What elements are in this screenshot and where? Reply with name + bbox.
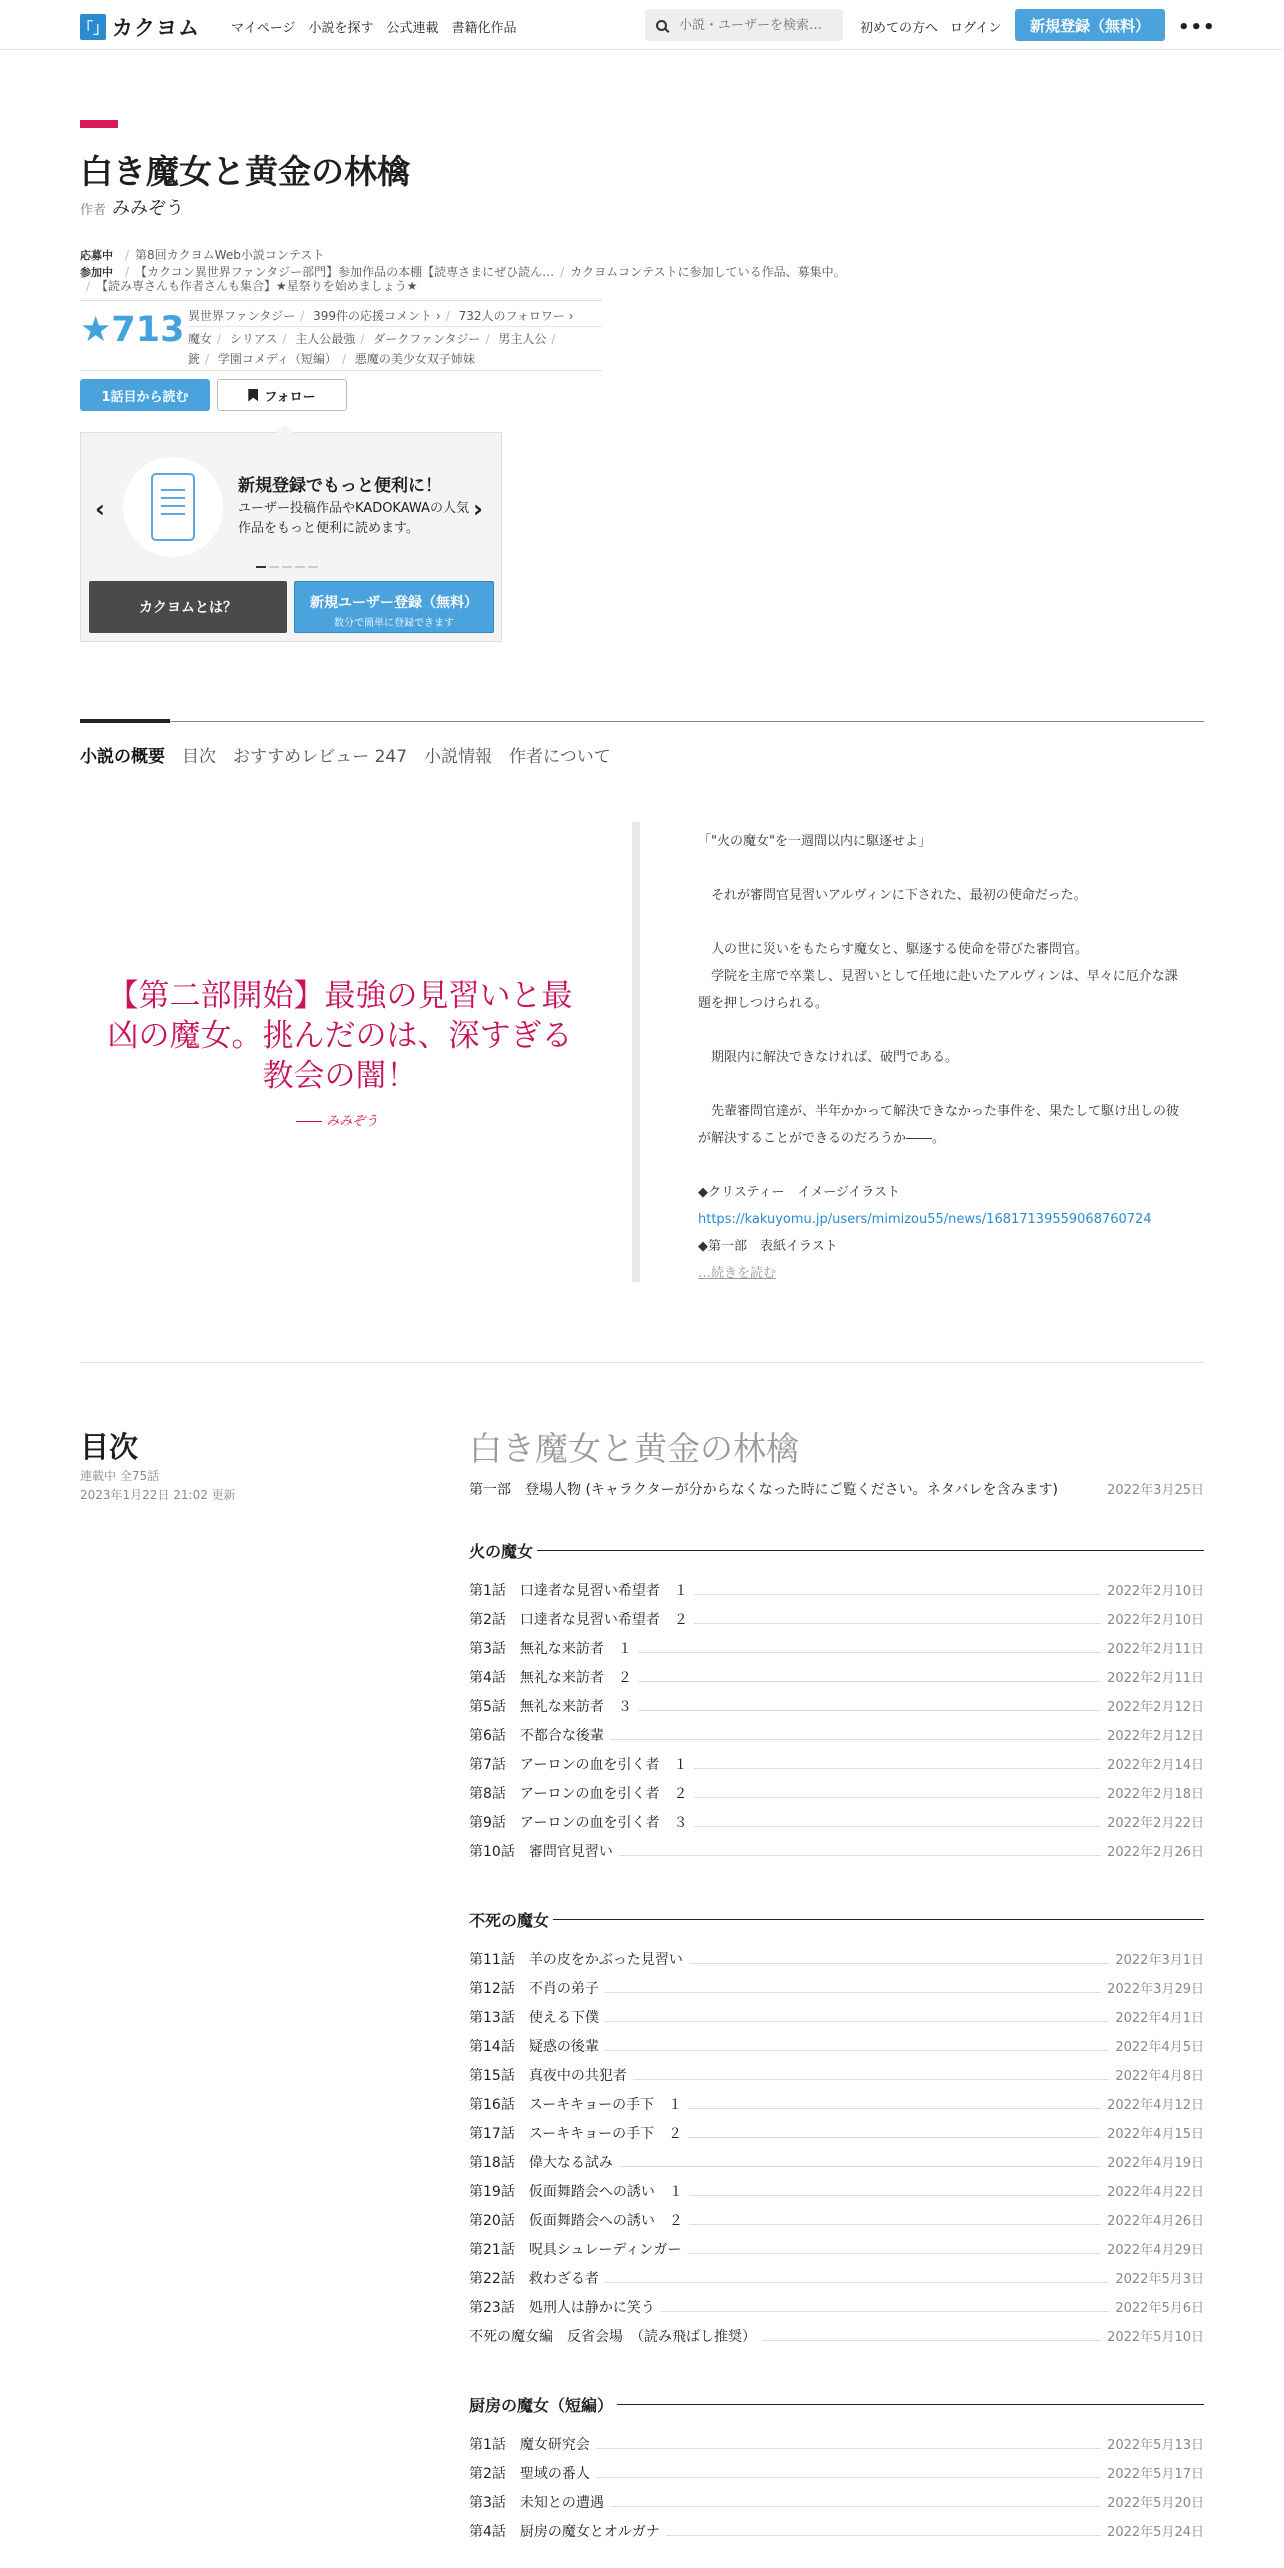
episode-title: 第20話 仮面舞踏会への誘い ２ [469, 2210, 689, 2230]
intro-line [698, 1017, 1182, 1044]
episode-date: 2022年2月10日 [1107, 1584, 1204, 1599]
logo-text: カクヨム [112, 16, 200, 40]
site-header [0, 0, 1284, 50]
episode-title: 第3話 無礼な来訪者 １ [469, 1638, 638, 1658]
toc-updated: 2023年1月22日 21:02 更新 [80, 1488, 236, 1502]
chapter-rule [537, 1550, 1204, 1551]
episode-date: 2022年2月11日 [1107, 1642, 1204, 1657]
intro-line [698, 909, 1182, 936]
episode-date: 2022年4月29日 [1107, 2243, 1204, 2258]
section-divider [80, 1362, 1204, 1363]
intro-line: 期限内に解決できなければ、破門である。 [698, 1050, 959, 1065]
episode-title: 第8話 アーロンの血を引く者 ２ [469, 1783, 694, 1803]
episode-date: 2022年4月5日 [1115, 2040, 1204, 2055]
episode-title: 第16話 スーキキョーの手下 １ [469, 2094, 688, 2114]
episode-title: 第一部 登場人物 (キャラクターが分からなくなった時にご覧ください。ネタバレを含みます) [469, 1482, 1058, 1498]
episode-date: 2022年3月29日 [1107, 1982, 1204, 1997]
catchphrase: 【第二部開始】最強の見習いと最凶の魔女。挑んだのは、深すぎる教会の闇！ [107, 978, 573, 1094]
star-count[interactable]: ★713 [80, 310, 185, 350]
site-logo[interactable] [80, 12, 200, 42]
chapter-heading [469, 1907, 1204, 1931]
dotted-leader [694, 1788, 1102, 1798]
intro-after-text: ◆第一部 表紙イラスト [698, 1239, 838, 1254]
promo-title: 新規登録でもっと便利に！ [238, 476, 442, 496]
episode-item[interactable] [469, 1667, 1204, 1696]
episode-title: 第5話 無礼な来訪者 ３ [469, 1696, 638, 1716]
tag[interactable]: ダークファンタジー [373, 332, 481, 346]
smartphone-icon [151, 473, 195, 541]
episode-title: 第7話 アーロンの血を引く者 １ [469, 1754, 694, 1774]
tag[interactable]: 銃 [188, 352, 201, 366]
beginners-link[interactable]: 初めての方へ [860, 21, 939, 36]
episode-date: 2022年4月1日 [1115, 2011, 1204, 2026]
intro-divider [632, 822, 640, 1282]
dotted-leader [689, 1954, 1110, 1964]
episode-date: 2022年5月10日 [1107, 2330, 1204, 2345]
intro-line [698, 1071, 1182, 1098]
tabs-divider [80, 721, 1204, 722]
dotted-leader [638, 1701, 1101, 1711]
carousel-dot[interactable] [269, 566, 279, 568]
dotted-leader [610, 2497, 1101, 2507]
nav-books[interactable]: 書籍化作品 [451, 21, 517, 36]
tag[interactable]: 男主人公 [498, 332, 547, 346]
episode-item[interactable] [469, 2463, 1204, 2492]
tag[interactable]: シリアス [229, 332, 278, 346]
main-nav [231, 17, 530, 36]
dotted-leader [687, 2244, 1101, 2254]
episode-date: 2022年2月12日 [1107, 1700, 1204, 1715]
tab-author[interactable]: 作者について [509, 747, 611, 767]
author-link[interactable]: みみぞう [112, 198, 185, 219]
dotted-leader [694, 1817, 1102, 1827]
episode-item[interactable] [469, 2065, 1204, 2094]
episode-item[interactable] [469, 1812, 1204, 1841]
followers-link[interactable]: 732人のフォロワー [458, 309, 565, 323]
episode-title: 不死の魔女編 反省会場 （読み飛ばし推奨） [469, 2326, 762, 2346]
toc-heading: 目次 [80, 1430, 139, 1464]
episode-date: 2022年2月18日 [1107, 1787, 1204, 1802]
episode-item[interactable] [469, 2434, 1204, 2463]
tags-row-1: 魔女 / シリアス / 主人公最強 / ダークファンタジー / 男主人公 / [188, 332, 556, 346]
logo-mark-icon: 「」 [80, 14, 106, 40]
carousel-dot[interactable] [256, 566, 266, 568]
episode-date: 2022年3月25日 [1107, 1483, 1204, 1498]
dotted-leader [605, 1983, 1101, 1993]
work-stats [80, 300, 602, 371]
dotted-leader [638, 1672, 1101, 1682]
episode-item[interactable] [469, 2007, 1204, 2036]
more-menu-icon[interactable]: ••• [1178, 17, 1216, 38]
episode-date: 2022年4月8日 [1115, 2069, 1204, 2084]
episode-date: 2022年5月13日 [1107, 2438, 1204, 2453]
episode-item[interactable] [469, 1841, 1204, 1870]
stats-divider [188, 326, 602, 327]
episode-date: 2022年4月22日 [1107, 2185, 1204, 2200]
nav-official[interactable]: 公式連載 [386, 21, 439, 36]
intro-text [698, 828, 1182, 1206]
episode-title: 第4話 無礼な来訪者 ２ [469, 1667, 638, 1687]
applying-contest-link[interactable]: 第8回カクヨムWeb小説コンテスト [135, 248, 325, 262]
episode-date: 2022年4月15日 [1107, 2127, 1204, 2142]
intro-line [698, 855, 1182, 882]
contest-applying-row: 応募中 / 第8回カクヨムWeb小説コンテスト [80, 247, 325, 262]
episode-title: 第3話 未知との遭遇 [469, 2492, 610, 2512]
dotted-leader [596, 2468, 1101, 2478]
dotted-leader [688, 2128, 1101, 2138]
intro-line [698, 1152, 1182, 1179]
dotted-leader [638, 1643, 1101, 1653]
tag[interactable]: 魔女 [188, 332, 213, 346]
chapter-title: 厨房の魔女（短編） [469, 2395, 614, 2415]
toc-status: 連載中 全75話 [80, 1469, 160, 1483]
episode-title: 第14話 疑惑の後輩 [469, 2036, 605, 2056]
episode-title: 第17話 スーキキョーの手下 ２ [469, 2123, 688, 2143]
joining-row: 参加中 / 【カクコン異世界ファンタジー部門】参加作品の本棚【読専さまにぜひ読ん… / カクヨムコンテストに参加している作品、募集中。 [80, 264, 846, 279]
dotted-leader [694, 1585, 1101, 1595]
author-prefix: 作者 [80, 203, 107, 218]
episode-title: 第6話 不都合な後輩 [469, 1725, 610, 1745]
episode-item[interactable] [469, 2297, 1204, 2326]
episode-item[interactable] [469, 1696, 1204, 1725]
dotted-leader [689, 2215, 1101, 2225]
tab-overview[interactable]: 小説の概要 [80, 747, 165, 767]
nav-search-novels[interactable]: 小説を探す [308, 21, 374, 36]
episode-item[interactable] [469, 1638, 1204, 1667]
episode-list [469, 1480, 1204, 2550]
carousel-next-icon[interactable]: › [473, 495, 483, 523]
dotted-leader [619, 1846, 1101, 1856]
episode-date: 2022年5月3日 [1115, 2272, 1204, 2287]
episode-title: 第1話 魔女研究会 [469, 2434, 596, 2454]
work-tabs [80, 742, 628, 767]
dotted-leader [688, 2099, 1101, 2109]
applying-label: 応募中 [80, 248, 113, 262]
intro-line: 学院を主席で卒業し、見習いとして任地に赴いたアルヴィンは、早々に厄介な課題を押しつけられる。 [698, 969, 1178, 1011]
episode-title: 第23話 処刑人は静かに笑う [469, 2297, 661, 2317]
episode-date: 2022年5月24日 [1107, 2525, 1204, 2540]
episode-title: 第2話 聖域の番人 [469, 2463, 596, 2483]
chapter-rule [553, 1919, 1204, 1920]
episode-item[interactable] [469, 2521, 1204, 2550]
episode-date: 2022年2月14日 [1107, 1758, 1204, 1773]
dotted-leader [694, 1614, 1101, 1624]
episode-date: 2022年4月19日 [1107, 2156, 1204, 2171]
episode-item[interactable] [469, 2210, 1204, 2239]
episode-date: 2022年2月10日 [1107, 1613, 1204, 1628]
episode-title: 第12話 不肖の弟子 [469, 1978, 605, 1998]
carousel-prev-icon[interactable]: ‹ [95, 495, 105, 523]
search-box [645, 9, 843, 41]
episode-item[interactable] [469, 2094, 1204, 2123]
episode-title: 第4話 厨房の魔女とオルガナ [469, 2521, 666, 2541]
comments-link[interactable]: 399件の応援コメント [313, 309, 433, 323]
episode-date: 2022年3月1日 [1115, 1953, 1204, 1968]
tab-info[interactable]: 小説情報 [424, 747, 493, 767]
tab-toc[interactable]: 目次 [182, 747, 216, 767]
episode-item[interactable] [469, 1480, 1204, 1501]
episode-title: 第21話 呪具シュレーディンガー [469, 2239, 687, 2259]
episode-date: 2022年5月6日 [1115, 2301, 1204, 2316]
promo-text: ユーザー投稿作品やKADOKAWAの人気作品をもっと便利に読めます。 [238, 501, 469, 536]
title-accent-bar [80, 120, 118, 128]
joining-link-3[interactable]: 【読み専さんも作者さんも集合】★星祭りを始めましょう★ [96, 279, 418, 293]
episode-item[interactable] [469, 1725, 1204, 1754]
episode-item[interactable] [469, 2268, 1204, 2297]
joining-row-2: / 【読み専さんも作者さんも集合】★星祭りを始めましょう★ [86, 278, 418, 293]
dotted-leader [610, 1730, 1101, 1740]
follow-button[interactable] [217, 379, 347, 411]
bookmark-plus-icon [248, 389, 258, 402]
chapter-heading [469, 1538, 1204, 1562]
dotted-leader [689, 2186, 1101, 2196]
episode-item[interactable] [469, 2326, 1204, 2355]
episode-title: 第10話 審問官見習い [469, 1841, 619, 1861]
joining-link-2[interactable]: カクヨムコンテストに参加している作品、募集中。 [570, 265, 846, 279]
dotted-leader [605, 2012, 1110, 2022]
episode-date: 2022年5月20日 [1107, 2496, 1204, 2511]
tab-reviews[interactable]: おすすめレビュー 247 [233, 747, 408, 767]
toc-work-title: 白き魔女と黄金の林檎 [469, 1429, 799, 1468]
carousel-dot[interactable] [295, 566, 305, 568]
login-link[interactable]: ログイン [950, 21, 1002, 36]
carousel-dot[interactable] [308, 566, 318, 568]
tags-row-2: 銃 / 学園コメディ（短編） / 悪魔の美少女双子姉妹 [188, 352, 475, 366]
catchphrase-author: ―― みみぞう [296, 1114, 379, 1129]
dotted-leader [666, 2526, 1101, 2536]
joining-link-1[interactable]: 【カクコン異世界ファンタジー部門】参加作品の本棚【読専さまにぜひ読ん… [135, 265, 555, 279]
signup-promo-carousel [80, 432, 502, 642]
episode-title: 第2話 口達者な見習い希望者 ２ [469, 1609, 694, 1629]
episode-item[interactable] [469, 1580, 1204, 1609]
episode-item[interactable] [469, 1949, 1204, 1978]
new-user-signup-button[interactable] [294, 581, 494, 633]
episode-item[interactable] [469, 2152, 1204, 2181]
carousel-dot[interactable] [282, 566, 292, 568]
tag[interactable]: 主人公最強 [295, 332, 356, 346]
dotted-leader [633, 2070, 1110, 2080]
chapter-title: 不死の魔女 [469, 1910, 550, 1930]
signup-button[interactable]: 新規登録（無料） [1015, 9, 1165, 41]
work-title[interactable]: 白き魔女と黄金の林檎 [80, 152, 410, 191]
episode-title: 第1話 口達者な見習い希望者 １ [469, 1580, 694, 1600]
nav-mypage[interactable]: マイページ [231, 21, 296, 36]
read-more-link[interactable]: …続きを読む [698, 1266, 777, 1281]
intro-line: 先輩審問官達が、半年かかって解決できなかった事件を、果たして駆け出しの彼が解決することができるのだろうか――。 [698, 1104, 1180, 1146]
episode-title: 第11話 羊の皮をかぶった見習い [469, 1949, 689, 1969]
tag[interactable]: 学園コメディ（短編） [217, 352, 337, 366]
episode-title: 第9話 アーロンの血を引く者 ３ [469, 1812, 694, 1832]
follow-label: フォロー [264, 389, 316, 405]
search-icon[interactable] [656, 20, 667, 31]
carousel-indicator [256, 566, 321, 568]
dotted-leader [661, 2302, 1110, 2312]
author-line [80, 194, 184, 220]
intro-illustration-link[interactable]: https://kakuyomu.jp/users/mimizou55/news/16817139559068760724 [698, 1212, 1152, 1227]
active-tab-indicator [80, 719, 170, 723]
episode-item[interactable] [469, 1978, 1204, 2007]
read-first-button[interactable]: 1話目から読む [80, 379, 210, 411]
intro-line: 人の世に災いをもたらす魔女と、駆逐する使命を帯びた審問官。 [698, 942, 1089, 957]
introduction [698, 828, 1182, 1287]
episode-item[interactable] [469, 2123, 1204, 2152]
about-kakuyomu-button[interactable]: カクヨムとは？ [89, 581, 287, 633]
episode-date: 2022年2月11日 [1107, 1671, 1204, 1686]
joining-label: 参加中 [80, 265, 113, 279]
episode-date: 2022年2月12日 [1107, 1729, 1204, 1744]
dotted-leader [619, 2157, 1101, 2167]
episode-date: 2022年4月26日 [1107, 2214, 1204, 2229]
episode-item[interactable] [469, 2239, 1204, 2268]
episode-item[interactable] [469, 1609, 1204, 1638]
episode-date: 2022年2月22日 [1107, 1816, 1204, 1831]
episode-title: 第18話 偉大なる試み [469, 2152, 619, 2172]
dotted-leader [605, 2273, 1110, 2283]
intro-line: それが審問官見習いアルヴィンに下された、最初の使命だった。 [698, 888, 1087, 903]
episode-date: 2022年5月17日 [1107, 2467, 1204, 2482]
dotted-leader [605, 2041, 1110, 2051]
dotted-leader [694, 1759, 1102, 1769]
episode-item[interactable] [469, 2492, 1204, 2521]
episode-title: 第15話 真夜中の共犯者 [469, 2065, 633, 2085]
chapter-title: 火の魔女 [469, 1541, 534, 1561]
signup-button-label: 新規ユーザー登録（無料） [310, 595, 478, 611]
tag[interactable]: 悪魔の美少女双子姉妹 [354, 352, 475, 366]
stats-row: 異世界ファンタジー / 399件の応援コメント › / 732人のフォロワー › [188, 309, 574, 323]
episode-date: 2022年2月26日 [1107, 1845, 1204, 1860]
dotted-leader [762, 2331, 1101, 2341]
dotted-leader [596, 2439, 1101, 2449]
chapter-heading [469, 2392, 1204, 2416]
chapter-rule [617, 2404, 1204, 2405]
episode-date: 2022年4月12日 [1107, 2098, 1204, 2113]
intro-line: ◆クリスティー イメージイラスト [698, 1185, 901, 1200]
episode-item[interactable] [469, 2036, 1204, 2065]
episode-title: 第19話 仮面舞踏会への誘い １ [469, 2181, 689, 2201]
genre-link[interactable]: 異世界ファンタジー [188, 309, 296, 323]
search-input[interactable] [679, 18, 839, 33]
episode-item[interactable] [469, 1783, 1204, 1812]
episode-title: 第22話 救わざる者 [469, 2268, 605, 2288]
episode-item[interactable] [469, 2181, 1204, 2210]
signup-button-sublabel: 数分で簡単に登録できます [334, 618, 454, 629]
intro-line: 「"火の魔女"を一週間以内に駆逐せよ」 [698, 834, 931, 849]
episode-item[interactable] [469, 1754, 1204, 1783]
episode-title: 第13話 使える下僕 [469, 2007, 605, 2027]
